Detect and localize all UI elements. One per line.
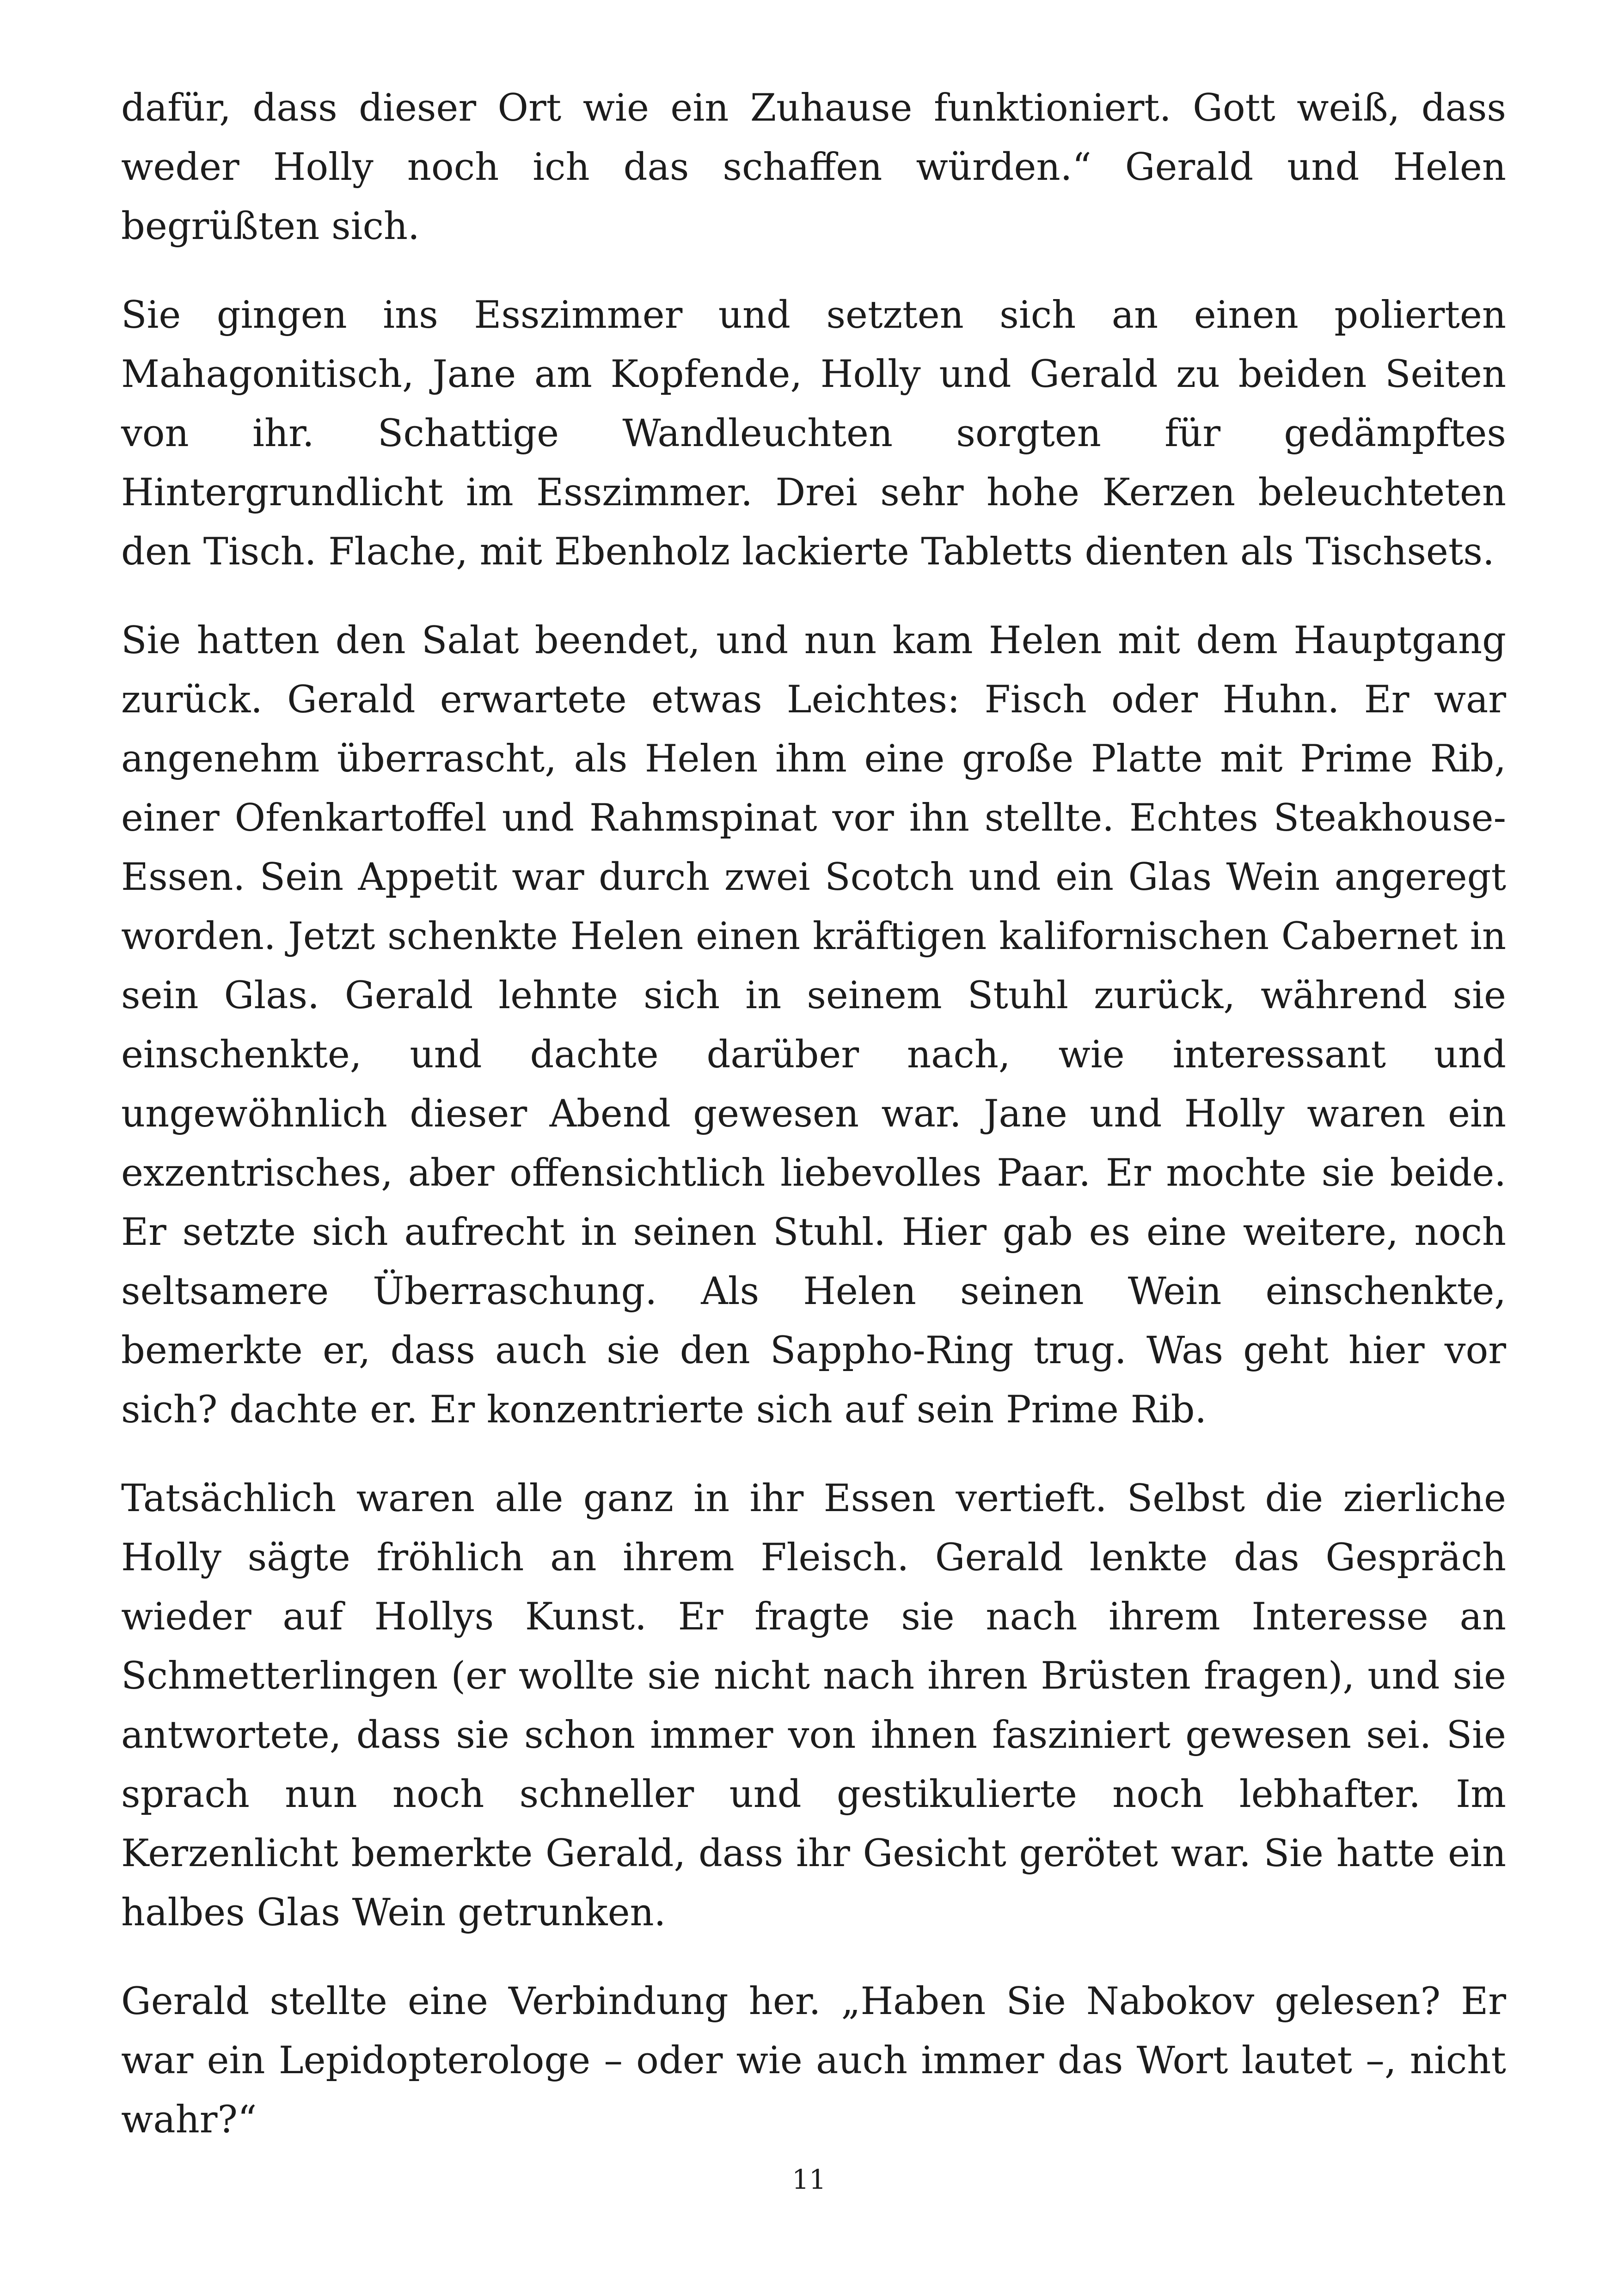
paragraph-1: dafür, dass dieser Ort wie ein Zuhause funktioniert. Gott weiß, dass weder Holly noch ich das schaffen würden.“ Gerald und Helen begrüßten sich. xyxy=(121,86,1506,248)
paragraph-2: Sie gingen ins Esszimmer und setzten sich an einen polierten Mahagonitisch, Jane am Kopfende, Holly und Gerald zu beiden Seiten von ihr. Schattige Wandleuchten sorgten für gedämpftes Hintergrundlicht im Esszimmer. Drei sehr hohe Kerzen beleuchteten den Tisch. Flache, mit Ebenholz lackierte Tabletts dienten als Tischsets. xyxy=(121,294,1506,574)
paragraph-3: Sie hatten den Salat beendet, und nun kam Helen mit dem Hauptgang zurück. Gerald erwartete etwas Leichtes: Fisch oder Huhn. Er war angenehm überrascht, als Helen ihm eine große Platte mit Prime Rib, einer Ofenkartoffel und Rahmspinat vor ihn stellte. Echtes Steakhouse-Essen. Sein Appetit war durch zwei Scotch und ein Glas Wein angeregt worden. Jetzt schenkte Helen einen kräftigen kalifornischen Cabernet in sein Glas. Gerald lehnte sich in seinem Stuhl zurück, während sie einschenkte, und dachte darüber nach, wie interessant und ungewöhnlich dieser Abend gewesen war. Jane und Holly waren ein exzentrisches, aber offensichtlich liebevolles Paar. Er mochte sie beide. Er setzte sich aufrecht in seinen Stuhl. Hier gab es eine weitere, noch seltsamere Überraschung. Als Helen seinen Wein einschenkte, bemerkte er, dass auch sie den Sappho-Ring trug. Was geht hier vor sich? dachte er. Er konzentrierte sich auf sein Prime Rib. xyxy=(121,619,1506,1432)
paragraph-4: Tatsächlich waren alle ganz in ihr Essen vertieft. Selbst die zierliche Holly sägte fröhlich an ihrem Fleisch. Gerald lenkte das Gespräch wieder auf Hollys Kunst. Er fragte sie nach ihrem Interesse an Schmetterlingen (er wollte sie nicht nach ihren Brüsten fragen), und sie antwortete, dass sie schon immer von ihnen fasziniert gewesen sei. Sie sprach nun noch schneller und gestikulierte noch lebhafter. Im Kerzenlicht bemerkte Gerald, dass ihr Gesicht gerötet war. Sie hatte ein halbes Glas Wein getrunken. xyxy=(121,1477,1506,1935)
body-text xyxy=(121,79,1506,2179)
paragraph-5: Gerald stellte eine Verbindung her. „Haben Sie Nabokov gelesen? Er war ein Lepidopterologe – oder wie auch immer das Wort lautet –, nicht wahr?“ xyxy=(121,1980,1506,2142)
page-number: 11 xyxy=(792,2164,826,2195)
